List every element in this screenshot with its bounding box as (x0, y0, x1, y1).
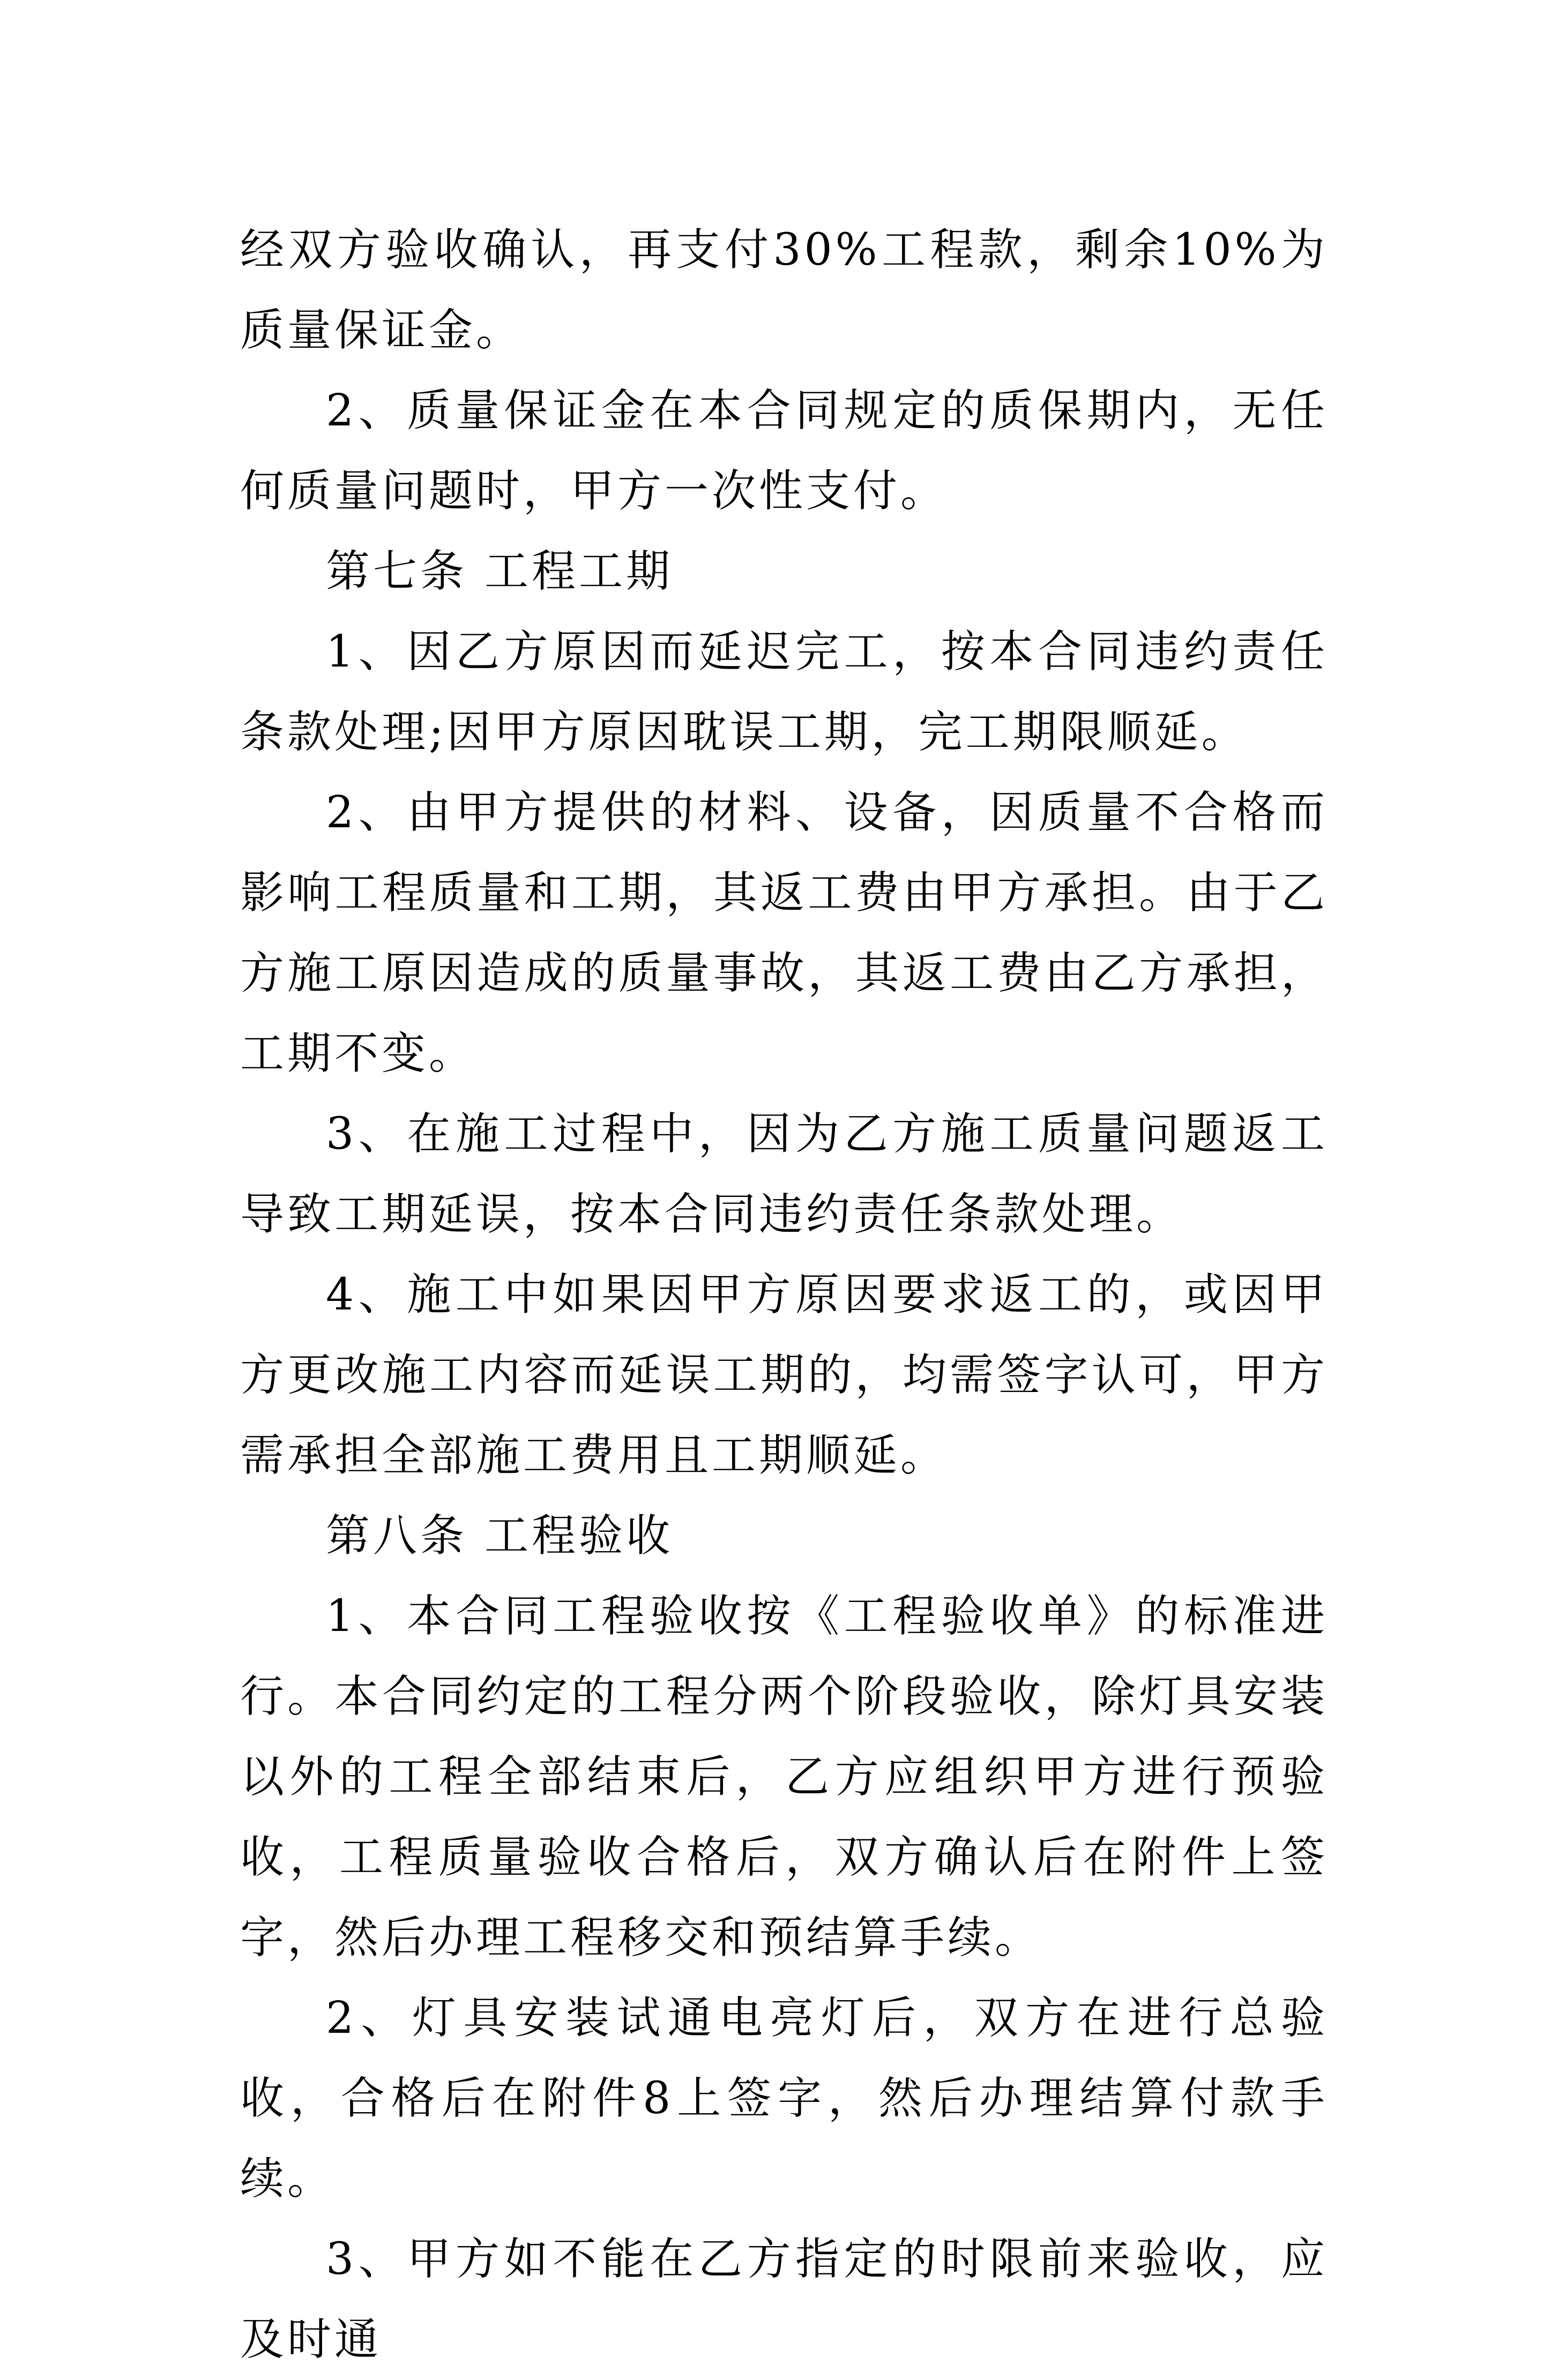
paragraph-clause-7-2: 2、由甲方提供的材料、设备，因质量不合格而影响工程质量和工期，其返工费由甲方承担。由于乙方施工原因造成的质量事故，其返工费由乙方承担，工期不变。 (240, 787, 1328, 1079)
section-heading-article-8: 第八条 工程验收 (326, 1510, 674, 1561)
paragraph-clause-7-4: 4、施工中如果因甲方原因要求返工的，或因甲方更改施工内容而延误工期的，均需签字认可，甲方需承担全部施工费用且工期顺延。 (240, 1269, 1328, 1481)
paragraph-clause-8-2: 2、灯具安装试通电亮灯后，双方在进行总验收，合格后在附件8上签字，然后办理结算付款手续。 (240, 1993, 1328, 2204)
paragraph-clause-7-1: 1、因乙方原因而延迟完工，按本合同违约责任条款处理;因甲方原因耽误工期，完工期限顺延。 (240, 626, 1328, 758)
paragraph-clause-6-2: 2、质量保证金在本合同规定的质保期内，无任何质量问题时，甲方一次性支付。 (240, 385, 1328, 517)
paragraph-continuation: 经双方验收确认，再支付30%工程款，剩余10%为质量保证金。 (240, 224, 1328, 356)
document-body (240, 210, 1328, 2380)
paragraph-clause-8-1: 1、本合同工程验收按《工程验收单》的标准进行。本合同约定的工程分两个阶段验收，除灯具安装以外的工程全部结束后，乙方应组织甲方进行预验收，工程质量验收合格后，双方确认后在附件上签字，然后办理工程移交和预结算手续。 (240, 1591, 1328, 1963)
paragraph-clause-7-3: 3、在施工过程中，因为乙方施工质量问题返工导致工期延误，按本合同违约责任条款处理。 (240, 1109, 1328, 1240)
paragraph-clause-8-3: 3、甲方如不能在乙方指定的时限前来验收，应及时通 (240, 2234, 1328, 2365)
section-heading-article-7: 第七条 工程工期 (326, 546, 674, 597)
